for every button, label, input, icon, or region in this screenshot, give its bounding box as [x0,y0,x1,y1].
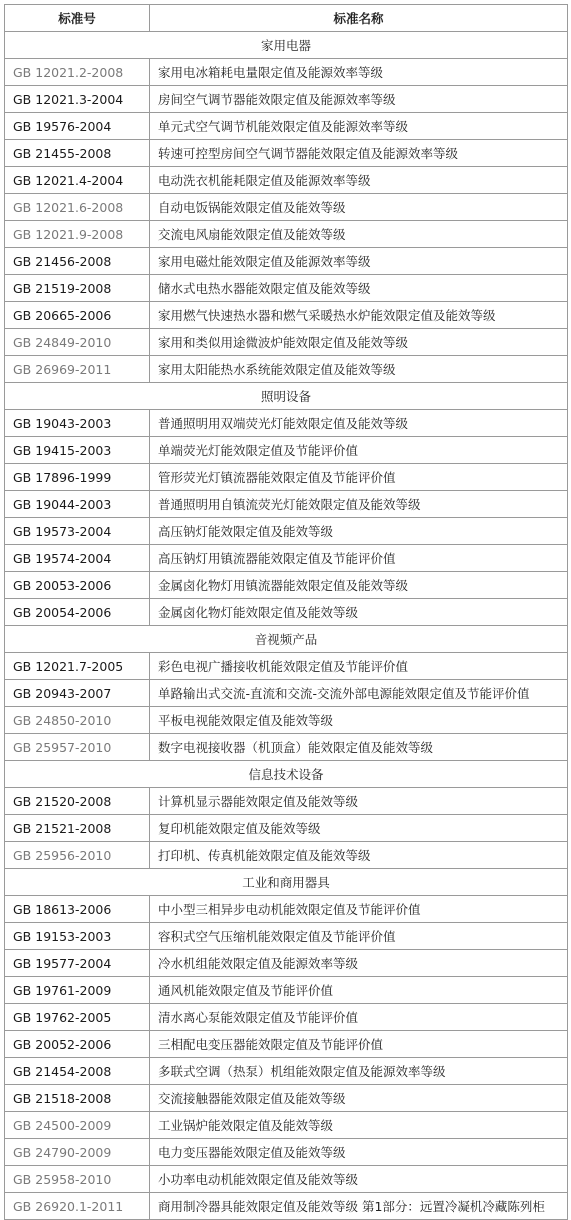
table-row [5,140,568,167]
table-row [5,1139,568,1166]
standard-code: GB 12021.6-2008 [5,194,150,221]
standard-code: GB 19044-2003 [5,491,150,518]
standard-name: 容积式空气压缩机能效限定值及节能评价值 [150,923,568,950]
standard-name: 多联式空调（热泵）机组能效限定值及能源效率等级 [150,1058,568,1085]
table-body [5,32,568,1220]
table-row [5,356,568,383]
standard-name: 平板电视能效限定值及能效等级 [150,707,568,734]
table-row [5,464,568,491]
standard-name: 单路输出式交流-直流和交流-交流外部电源能效限定值及节能评价值 [150,680,568,707]
standard-code: GB 20943-2007 [5,680,150,707]
table-row [5,815,568,842]
standard-code: GB 20052-2006 [5,1031,150,1058]
category-title: 信息技术设备 [5,761,568,788]
standard-name: 转速可控型房间空气调节器能效限定值及能源效率等级 [150,140,568,167]
category-title: 照明设备 [5,383,568,410]
standard-name: 数字电视接收器（机顶盒）能效限定值及能效等级 [150,734,568,761]
standard-name: 电力变压器能效限定值及能效等级 [150,1139,568,1166]
standard-code: GB 26969-2011 [5,356,150,383]
category-row [5,626,568,653]
standard-name: 管形荧光灯镇流器能效限定值及节能评价值 [150,464,568,491]
standard-name: 复印机能效限定值及能效等级 [150,815,568,842]
table-row [5,302,568,329]
standard-code: GB 20665-2006 [5,302,150,329]
standard-code: GB 25958-2010 [5,1166,150,1193]
table-row [5,59,568,86]
standard-code: GB 21520-2008 [5,788,150,815]
standard-name: 商用制冷器具能效限定值及能效等级 第1部分：远置冷凝机冷藏陈列柜 [150,1193,568,1220]
standard-name: 高压钠灯用镇流器能效限定值及节能评价值 [150,545,568,572]
standard-name: 单元式空气调节机能效限定值及能源效率等级 [150,113,568,140]
table-row [5,545,568,572]
table-row [5,1085,568,1112]
standard-name: 家用电磁灶能效限定值及能源效率等级 [150,248,568,275]
standard-name: 冷水机组能效限定值及能源效率等级 [150,950,568,977]
table-row [5,572,568,599]
category-row [5,383,568,410]
table-row [5,599,568,626]
category-title: 音视频产品 [5,626,568,653]
standard-code: GB 20054-2006 [5,599,150,626]
table-row [5,194,568,221]
standard-name: 计算机显示器能效限定值及能效等级 [150,788,568,815]
table-row [5,491,568,518]
standard-code: GB 26920.1-2011 [5,1193,150,1220]
standard-code: GB 24850-2010 [5,707,150,734]
standard-code: GB 12021.9-2008 [5,221,150,248]
standard-code: GB 19576-2004 [5,113,150,140]
table-row [5,275,568,302]
table-row [5,1031,568,1058]
table-row [5,923,568,950]
header-standard-name: 标准名称 [150,5,568,32]
standard-code: GB 12021.3-2004 [5,86,150,113]
standard-code: GB 19762-2005 [5,1004,150,1031]
standard-name: 储水式电热水器能效限定值及能效等级 [150,275,568,302]
table-row [5,1193,568,1220]
table-row [5,1058,568,1085]
standard-name: 打印机、传真机能效限定值及能效等级 [150,842,568,869]
standard-name: 工业锅炉能效限定值及能效等级 [150,1112,568,1139]
standard-name: 家用和类似用途微波炉能效限定值及能效等级 [150,329,568,356]
table-row [5,113,568,140]
standard-name: 高压钠灯能效限定值及能效等级 [150,518,568,545]
table-row [5,1166,568,1193]
table-row [5,680,568,707]
standard-code: GB 19415-2003 [5,437,150,464]
table-row [5,977,568,1004]
standard-name: 电动洗衣机能耗限定值及能源效率等级 [150,167,568,194]
table-row [5,1112,568,1139]
standard-code: GB 19761-2009 [5,977,150,1004]
header-standard-code: 标准号 [5,5,150,32]
standard-name: 清水离心泵能效限定值及节能评价值 [150,1004,568,1031]
table-row [5,86,568,113]
standard-code: GB 21521-2008 [5,815,150,842]
standard-code: GB 24500-2009 [5,1112,150,1139]
category-title: 家用电器 [5,32,568,59]
category-row [5,761,568,788]
table-row [5,734,568,761]
standard-name: 中小型三相异步电动机能效限定值及节能评价值 [150,896,568,923]
standard-name: 自动电饭锅能效限定值及能效等级 [150,194,568,221]
standard-code: GB 21519-2008 [5,275,150,302]
standard-code: GB 21454-2008 [5,1058,150,1085]
table-row [5,950,568,977]
table-row [5,437,568,464]
standard-code: GB 19574-2004 [5,545,150,572]
standard-code: GB 12021.4-2004 [5,167,150,194]
standard-code: GB 21518-2008 [5,1085,150,1112]
standard-code: GB 25957-2010 [5,734,150,761]
standard-name: 通风机能效限定值及节能评价值 [150,977,568,1004]
table-row [5,248,568,275]
standard-name: 家用电冰箱耗电量限定值及能源效率等级 [150,59,568,86]
standard-code: GB 20053-2006 [5,572,150,599]
standard-name: 单端荧光灯能效限定值及节能评价值 [150,437,568,464]
table-row [5,1004,568,1031]
standard-name: 交流接触器能效限定值及能效等级 [150,1085,568,1112]
standard-code: GB 19153-2003 [5,923,150,950]
standard-code: GB 19573-2004 [5,518,150,545]
table-row [5,410,568,437]
standard-name: 普通照明用自镇流荧光灯能效限定值及能效等级 [150,491,568,518]
table-row [5,707,568,734]
standard-name: 小功率电动机能效限定值及能效等级 [150,1166,568,1193]
table-row [5,221,568,248]
standard-name: 家用燃气快速热水器和燃气采暖热水炉能效限定值及能效等级 [150,302,568,329]
table-row [5,788,568,815]
table-row [5,842,568,869]
table-row [5,518,568,545]
standard-code: GB 12021.2-2008 [5,59,150,86]
table-row [5,167,568,194]
table-row [5,896,568,923]
table-row [5,329,568,356]
standards-table [4,4,568,1220]
standard-name: 房间空气调节器能效限定值及能源效率等级 [150,86,568,113]
standard-name: 彩色电视广播接收机能效限定值及节能评价值 [150,653,568,680]
standard-name: 普通照明用双端荧光灯能效限定值及能效等级 [150,410,568,437]
standard-name: 交流电风扇能效限定值及能效等级 [150,221,568,248]
standard-code: GB 19043-2003 [5,410,150,437]
standard-code: GB 12021.7-2005 [5,653,150,680]
standard-name: 金属卤化物灯用镇流器能效限定值及能效等级 [150,572,568,599]
category-title: 工业和商用器具 [5,869,568,896]
table-row [5,653,568,680]
category-row [5,32,568,59]
standard-code: GB 24849-2010 [5,329,150,356]
category-row [5,869,568,896]
standard-code: GB 17896-1999 [5,464,150,491]
standard-code: GB 18613-2006 [5,896,150,923]
standard-code: GB 21456-2008 [5,248,150,275]
standard-name: 金属卤化物灯能效限定值及能效等级 [150,599,568,626]
standard-code: GB 25956-2010 [5,842,150,869]
table-header-row [5,5,568,32]
standard-name: 家用太阳能热水系统能效限定值及能效等级 [150,356,568,383]
standard-code: GB 24790-2009 [5,1139,150,1166]
standard-name: 三相配电变压器能效限定值及节能评价值 [150,1031,568,1058]
standard-code: GB 21455-2008 [5,140,150,167]
standard-code: GB 19577-2004 [5,950,150,977]
